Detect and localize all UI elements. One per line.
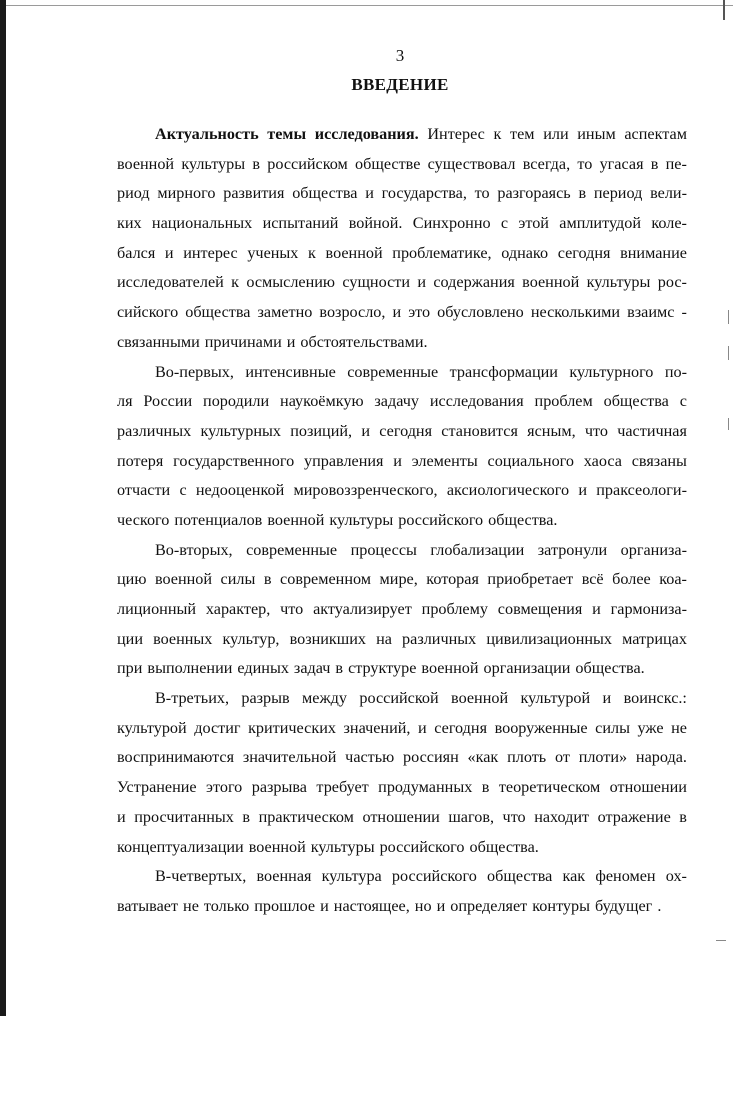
- text-line: бался и интерес ученых к военной проблематике, однако сегодня внимание: [117, 243, 687, 262]
- text-line: цию военной силы в современном мире, которая приобретает всё более коа-: [117, 570, 687, 589]
- text-line: В-третьих, разрыв между российской военной культурой и воинскс.:: [155, 689, 687, 708]
- text-line: концептуализации военной культуры российского общества.: [117, 837, 539, 856]
- text-line: Устранение этого разрыва требует продуманных в теоретическом отношении: [117, 778, 687, 797]
- page-number: 3: [395, 46, 405, 65]
- scan-speck: [716, 940, 726, 941]
- text-line: культурой достиг критических значений, и сегодня вооруженные силы уже не: [117, 718, 687, 737]
- text-line: при выполнении единых задач в структуре военной организации общества.: [117, 659, 645, 678]
- text-line: В-четвертых, военная культура российского общества как феномен ох-: [155, 867, 687, 886]
- scan-edge-right: [723, 0, 725, 20]
- text-line: ких национальных испытаний войной. Синхронно с этой амплитудой коле-: [117, 214, 687, 233]
- paragraph: [117, 120, 687, 358]
- lead-bold-word: темы: [267, 125, 307, 143]
- text-line: ции военных культур, возникших на различных цивилизационных матрицах: [117, 629, 687, 648]
- text-line: различных культурных позиций, и сегодня становится ясным, что частичная: [117, 421, 687, 440]
- text-line: лиционный характер, что актуализирует проблему совмещения и гармониза-: [117, 600, 687, 618]
- document-body: [117, 120, 687, 922]
- page-heading: ВВЕДЕНИЕ: [351, 75, 449, 94]
- text-line: военной культуры в российском обществе существовал всегда, то угасая в пе-: [117, 154, 687, 173]
- lead-bold-word: Актуальность: [155, 125, 259, 143]
- scan-edge-top: [6, 5, 733, 6]
- text-line: Актуальность темы исследования. Интерес к тем или иным аспектам: [117, 120, 687, 150]
- text-line: ческого потенциалов военной культуры российского общества.: [117, 510, 558, 529]
- text-line: Во-первых, интенсивные современные трансформации культурного по-: [155, 362, 687, 381]
- text-line: риод мирного развития общества и государства, то разгораясь в период вели-: [117, 184, 687, 203]
- text-line: отчасти с недооценкой мировоззренческого, аксиологического и праксеологи-: [117, 481, 687, 500]
- scan-speck: [728, 418, 729, 430]
- paragraph: [117, 684, 687, 862]
- text-line: Во-вторых, современные процессы глобализации затронули организа-: [155, 540, 687, 559]
- text-line: потеря государственного управления и элементы социального хаоса связаны: [117, 451, 687, 470]
- text-line: ватывает не только прошлое и настоящее, но и определяет контуры будущег .: [117, 896, 662, 915]
- lead-bold-word: исследования.: [314, 125, 419, 143]
- text-line: сийского общества заметно возросло, и это обусловлено несколькими взаимс -: [117, 303, 687, 322]
- paragraph: [117, 358, 687, 536]
- text-line: ля России породили наукоёмкую задачу исследования проблем общества с: [117, 392, 687, 411]
- text-line: и просчитанных в практическом отношении шагов, что находит отражение в: [117, 807, 687, 826]
- scan-speck: [728, 346, 729, 360]
- text-line: исследователей к осмыслению сущности и содержания военной культуры рос-: [117, 273, 687, 292]
- paragraph: [117, 536, 687, 684]
- scan-edge-left: [0, 0, 6, 1016]
- text-line: воспринимаются значительной частью россиян «как плоть от плоти» народа.: [117, 748, 687, 767]
- text-line: связанными причинами и обстоятельствами.: [117, 332, 428, 351]
- paragraph: [117, 862, 687, 921]
- scan-speck: [728, 310, 729, 324]
